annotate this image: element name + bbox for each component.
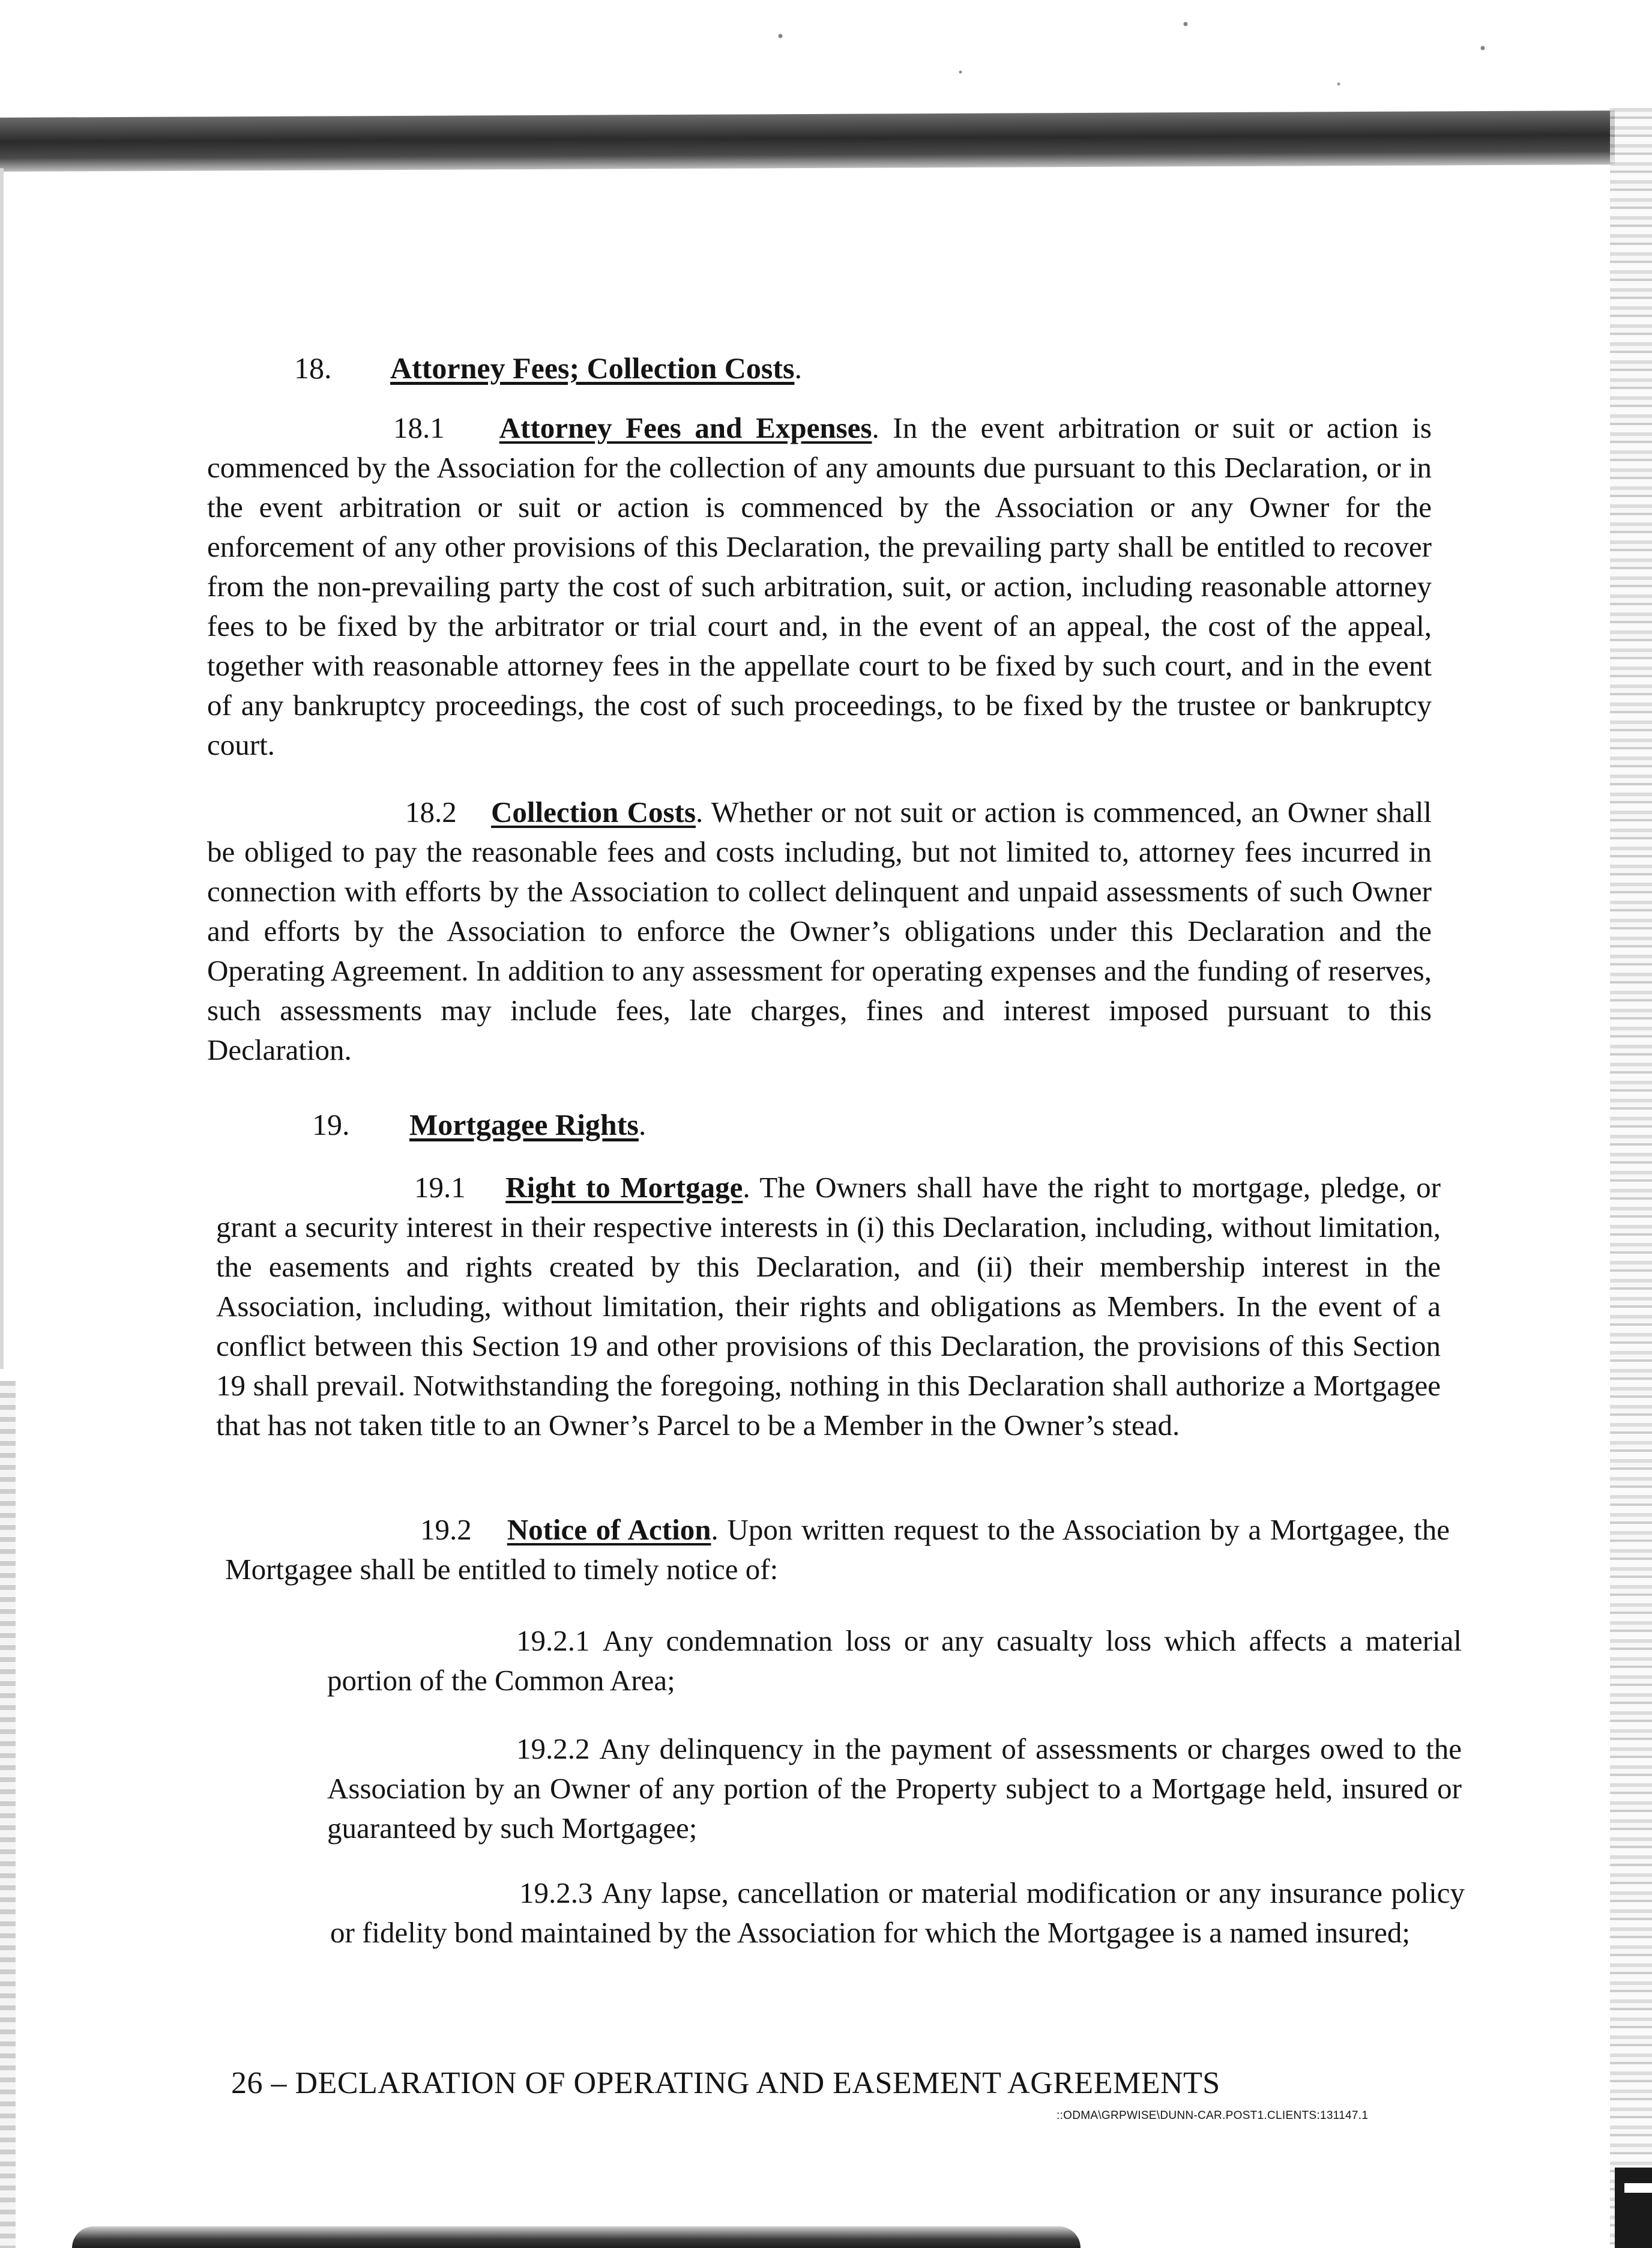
- subsection-body: . In the event arbitration or suit or action is commenced by the Association for the collection of any amounts due pursuant to this Declaration, or in the event arbitration or suit or action is commenced by the Association or any Owner for the enforcement of any other provisions of this Declaration, the prevailing party shall be entitled to recover from the non-prevailing party the cost of such arbitration, suit, or action, including reasonable attorney fees to be fixed by the arbitrator or trial court and, in the event of an appeal, the cost of the appeal, together with reasonable attorney fees in the appellate court to be fixed by such court, and in the event of any bankruptcy proceedings, the cost of such proceedings, to be fixed by the trustee or bankruptcy court.: [207, 411, 1432, 761]
- subsection-body: Any lapse, cancellation or material modification or any insurance policy or fidelity bond maintained by the Association for which the Mortgagee is a named insured;: [330, 1876, 1465, 1949]
- page-footer-title: 26 – DECLARATION OF OPERATING AND EASEMENT AGREEMENTS: [231, 2066, 1220, 2100]
- paragraph-19-2-1: [327, 1621, 1462, 1700]
- subsection-number: 18.1: [393, 411, 445, 444]
- section-18-heading: [294, 348, 802, 388]
- subsection-body: . Upon written request to the Association by a Mortgagee, the Mortgagee shall be entitled to timely notice of:: [225, 1513, 1450, 1586]
- scan-edge-left: [0, 1381, 16, 2248]
- scan-edge-bottom: [72, 2226, 1081, 2248]
- paragraph-18-2: [207, 793, 1432, 1070]
- scan-edge-right: [1610, 108, 1652, 2248]
- subsection-title: Collection Costs: [491, 796, 696, 829]
- subsection-title: Attorney Fees and Expenses: [499, 411, 872, 444]
- subsection-number: 19.2.2: [516, 1732, 590, 1765]
- subsection-body: Any condemnation loss or any casualty loss which affects a material portion of the Common Area;: [327, 1624, 1462, 1697]
- paragraph-19-2-3: [330, 1873, 1465, 1953]
- subsection-number: 19.2: [420, 1513, 472, 1546]
- paragraph-18-1: [207, 408, 1432, 765]
- paragraph-19-2: [225, 1510, 1450, 1589]
- subsection-title: Notice of Action: [507, 1513, 711, 1546]
- scan-corner-mark: [1615, 2168, 1652, 2248]
- scan-edge-left-upper: [0, 168, 4, 1369]
- section-number: 19.: [312, 1108, 350, 1141]
- subsection-body: Any delinquency in the payment of assessments or charges owed to the Association by an Owner of any portion of the Property subject to a Mortgage held, insured or guaranteed by such Mortgagee;: [327, 1732, 1462, 1845]
- subsection-number: 19.1: [414, 1171, 466, 1204]
- section-title: Attorney Fees; Collection Costs: [390, 351, 795, 385]
- subsection-title: Right to Mortgage: [505, 1171, 743, 1204]
- subsection-number: 19.2.1: [516, 1624, 590, 1657]
- section-title: Mortgagee Rights: [409, 1108, 639, 1141]
- scan-noise-top: [690, 0, 1591, 120]
- subsection-body: . The Owners shall have the right to mortgage, pledge, or grant a security interest in their respective interests in (i) this Declaration, including, without limitation, the easements and rights created by this Declaration, and (ii) their membership interest in the Association, including, without limitation, their rights and obligations as Members. In the event of a conflict between this Section 19 and other provisions of this Declaration, the provisions of this Section 19 shall prevail. Notwithstanding the foregoing, nothing in this Declaration shall authorize a Mortgagee that has not taken title to an Owner’s Parcel to be a Member in the Owner’s stead.: [216, 1171, 1441, 1442]
- paragraph-19-1: [216, 1168, 1441, 1445]
- subsection-number: 19.2.3: [519, 1876, 593, 1909]
- subsection-number: 18.2: [405, 796, 457, 829]
- section-19-heading: [312, 1105, 646, 1144]
- section-number: 18.: [294, 351, 332, 385]
- subsection-body: . Whether or not suit or action is commenced, an Owner shall be obliged to pay the reasonable fees and costs including, but not limited to, attorney fees incurred in connection with efforts by the Association to collect delinquent and unpaid assessments of such Owner and efforts by the Association to enforce the Owner’s obligations under this Declaration and the Operating Agreement. In addition to any assessment for operating expenses and the funding of reserves, such assessments may include fees, late charges, fines and interest imposed pursuant to this Declaration.: [207, 796, 1432, 1066]
- scan-edge-top: [0, 110, 1615, 172]
- section-title-end: .: [794, 351, 802, 385]
- paragraph-19-2-2: [327, 1729, 1462, 1848]
- section-title-end: .: [638, 1108, 647, 1141]
- document-path: ::ODMA\GRPWISE\DUNN-CAR.POST1.CLIENTS:131147.1: [1057, 2109, 1369, 2122]
